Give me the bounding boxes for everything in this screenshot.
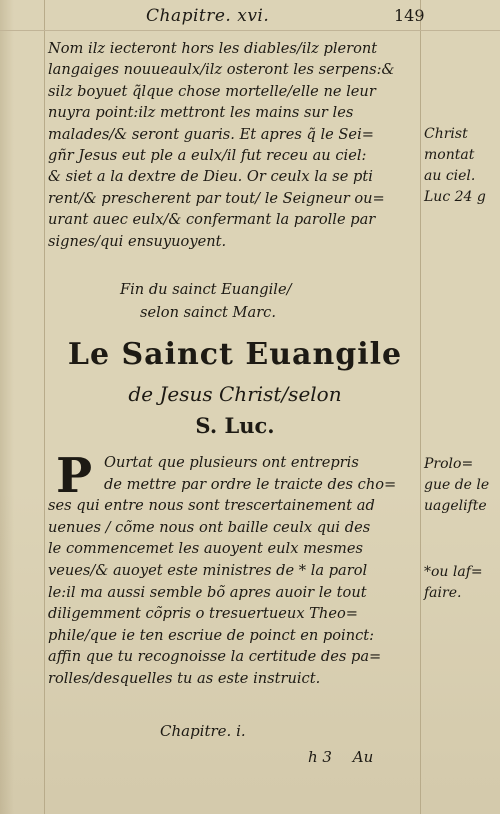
text-line: langaiges nouueaulx/ilz osteront les serpens:& xyxy=(48,61,395,79)
text-line: le:il ma aussi semble bõ apres auoir le tout xyxy=(48,583,367,601)
text-line: rolles/desquelles tu as este instruict. xyxy=(48,669,321,687)
right-margin-rule xyxy=(420,0,421,814)
page-footer xyxy=(308,748,373,766)
signature-mark: h 3 xyxy=(308,748,332,766)
text-line: urant auec eulx/& confermant la parolle par xyxy=(48,211,376,229)
text-line: silz boyuet q̃lque chose mortelle/elle ne leur xyxy=(48,82,376,100)
text-line: nuyra point:ilz mettront les mains sur les xyxy=(48,104,354,122)
explicit-line: Fin du sainct Euangile/ xyxy=(120,281,292,298)
text-line: phile/que ie ten escriue de poinct en poinct: xyxy=(48,626,375,644)
drop-capital: P xyxy=(55,448,93,504)
margin-note-variant xyxy=(424,562,483,604)
margin-note-line: Christ xyxy=(424,126,468,142)
catchword: Au xyxy=(352,748,374,766)
text-line: malades/& seront guaris. Et apres q̃ le Sei= xyxy=(48,125,374,143)
text-line: Nom ilz iecteront hors les diables/ilz pleront xyxy=(48,40,378,57)
text-line: affin que tu recognoisse la certitude des pa= xyxy=(48,648,382,666)
explicit-line: selon sainct Marc. xyxy=(140,304,276,321)
margin-note-line: Prolo= xyxy=(424,456,474,472)
gospel-subtitle-luke: S. Luc. xyxy=(195,413,275,438)
folio-number: 149 xyxy=(394,6,425,25)
upper-text-block xyxy=(48,38,418,252)
text-line: diligemment cõpris o tresuertueux Theo= xyxy=(48,605,358,623)
text-line: Ourtat que plusieurs ont entrepris xyxy=(104,454,359,471)
chapter-heading: Chapitre. i. xyxy=(160,722,246,740)
head-rule xyxy=(0,30,500,31)
margin-note-line: gue de le xyxy=(424,477,490,493)
margin-note-line: faire. xyxy=(424,585,462,601)
running-head xyxy=(0,4,500,30)
margin-note-prologue xyxy=(424,454,489,517)
text-line: ses qui entre nous sont trescertainement ad xyxy=(48,497,375,515)
margin-note-line: Luc 24 g xyxy=(424,189,486,205)
explicit-marc xyxy=(120,278,292,324)
margin-note-line: montat xyxy=(424,147,475,163)
text-line: signes/qui ensuyuoyent. xyxy=(48,232,227,250)
text-line: uenues / cõme nous ont baille ceulx qui des xyxy=(48,518,371,536)
text-line: gñr Jesus eut ple a eulx/il fut receu au ciel: xyxy=(48,147,367,165)
gospel-title: Le Sainct Euangile xyxy=(67,337,403,372)
left-margin-rule xyxy=(44,0,45,814)
text-line: de mettre par ordre le traicte des cho= xyxy=(104,475,397,493)
margin-note-line: uagelifte xyxy=(424,498,487,514)
text-line: le commencemet les auoyent eulx mesmes xyxy=(48,540,364,558)
text-line: & siet a la dextre de Dieu. Or ceulx la se pti xyxy=(48,168,373,186)
margin-note-line: au ciel. xyxy=(424,168,476,184)
gospel-subtitle: de Jesus Christ/selon xyxy=(128,382,342,406)
text-line: rent/& prescherent par tout/ le Seigneur ou= xyxy=(48,189,385,207)
margin-note-ascension xyxy=(424,124,486,208)
text-line: veues/& auoyet este ministres de * la parol xyxy=(48,561,368,579)
prologue-text-block xyxy=(48,448,420,690)
running-head-title: Chapitre. xvi. xyxy=(146,6,270,26)
margin-note-line: *ou laf= xyxy=(424,564,483,580)
